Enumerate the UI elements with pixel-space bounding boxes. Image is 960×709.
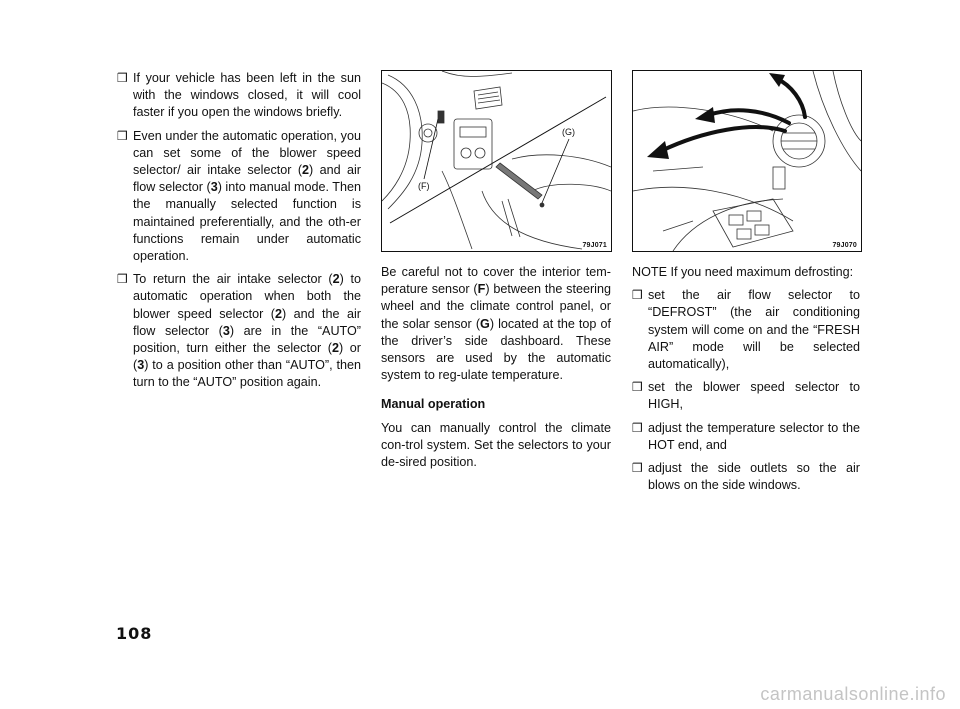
dashboard-illustration bbox=[382, 71, 611, 251]
list-item bbox=[632, 460, 860, 494]
figure-side-outlet bbox=[632, 70, 862, 252]
list-item-text: adjust the temperature selector to the HOT end, and bbox=[648, 420, 860, 452]
manual-operation-paragraph: You can manually control the climate con-trol system. Set the selectors to your de-sired position. bbox=[381, 420, 611, 470]
list-item-text: If your vehicle has been left in the sun with the windows closed, it will cool faster if you open the windows briefly. bbox=[133, 71, 361, 120]
section-heading: Manual operation bbox=[381, 397, 486, 412]
list-item bbox=[632, 287, 860, 373]
list-item-text: adjust the side outlets so the air blows on the side windows. bbox=[648, 461, 860, 493]
page-number: 108 bbox=[116, 624, 153, 643]
sensor-warning-paragraph: Be careful not to cover the interior tem-perature sensor (F) between the steering wheel and the climate control panel, or the solar sensor (G) located at the top of the driver’s side dashboard. These sensors are used by the automatic system to reg-ulate temperature. bbox=[381, 265, 611, 383]
figure-sensor-locations bbox=[381, 70, 612, 252]
text-column-right bbox=[632, 264, 860, 500]
figure-code: 79J071 bbox=[582, 242, 607, 249]
checkbox-bullet-icon: ❒ bbox=[117, 128, 128, 143]
list-item bbox=[632, 379, 860, 413]
list-item-text: Even under the automatic operation, you can set some of the blower speed selector/ air intake selector (2) and air flow selector (3) into manual mode. Then the manually selected function is maintained preferentially, and the oth-er functions remain under automatic operation. bbox=[133, 128, 362, 264]
sensor-label-g: (G) bbox=[562, 127, 575, 137]
checkbox-bullet-icon: ❒ bbox=[632, 461, 643, 476]
list-item bbox=[117, 128, 361, 266]
text-column-middle bbox=[381, 264, 611, 477]
list-item bbox=[117, 70, 361, 122]
checkbox-bullet-icon: ❒ bbox=[632, 288, 643, 303]
note-heading: NOTE If you need maximum defrosting: bbox=[632, 265, 854, 279]
list-item-text: set the blower speed selector to HIGH, bbox=[648, 380, 860, 412]
list-item-text: set the air flow selector to “DEFROST” (the air conditioning system will come on and the “FRESH AIR” mode will be selected automatically), bbox=[648, 288, 860, 372]
sensor-label-f: (F) bbox=[418, 181, 430, 191]
figure-code: 79J070 bbox=[832, 242, 857, 249]
bullet-list bbox=[117, 70, 361, 392]
checkbox-bullet-icon: ❒ bbox=[632, 380, 643, 395]
checkbox-bullet-icon: ❒ bbox=[117, 272, 128, 287]
side-outlet-illustration bbox=[633, 71, 861, 251]
checkbox-bullet-icon: ❒ bbox=[632, 420, 643, 435]
checkbox-bullet-icon: ❒ bbox=[117, 71, 128, 85]
list-item bbox=[632, 420, 860, 454]
watermark: carmanualsonline.info bbox=[760, 684, 946, 704]
text-column-left bbox=[117, 70, 361, 398]
list-item-text: To return the air intake selector (2) to automatic operation when both the blower speed selector (2) and the air flow selector (3) are in the “AUTO” position, turn either the selector (2) or (3) to a position other than “AUTO”, then turn to the “AUTO” position again. bbox=[133, 272, 362, 390]
list-item bbox=[117, 271, 361, 391]
bullet-list bbox=[632, 287, 860, 494]
